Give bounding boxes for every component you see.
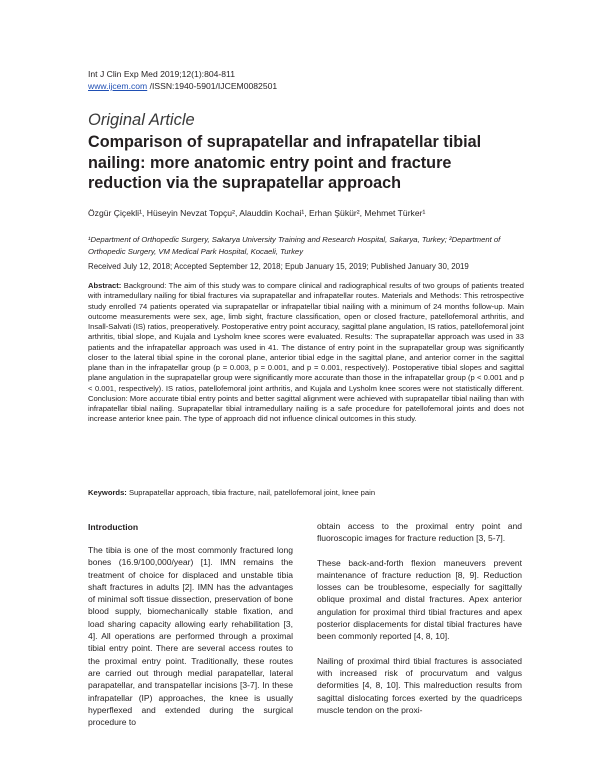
publication-dates: Received July 12, 2018; Accepted September 12, 2018; Epub January 15, 2019; Published January 30, 2019 <box>88 262 469 271</box>
introduction-heading: Introduction <box>88 522 139 532</box>
abstract-text: Background: The aim of this study was to compare clinical and radiographical results of two groups of patients treated with intramedullary nailing for tibial fractures via suprapatellar and infrapatellar routes. Materials and Methods: This retrospective study enrolled 74 patients operated via suprapatellar or infrapatellar tibial nailing with a minimum of 24 months follow-up. Main outcome measurements were sex, age, limb sight, fracture classification, open or closed fracture, patellofemoral arthritis, and Insall-Salvati (IS) ratios, preoperatively. Postoperative entry point accuracy, sagittal plane angulation, IS ratios, patellofemoral joint arthritis, tibial slope, and Kujala and Lysholm knee scores were evaluated. Results: The suprapatellar approach was used in 33 patients and the infrapatellar approach was used in 41. The distance of entry point in the suprapatellar group was significantly closer to the lateral tibial spine in the coronal plane, anterior tibial edge in the sagittal plane, and anterior corner in the sagittal plane than in the infrapatellar group (p = 0.003, p = 0.001, and p = 0.001, respectively). Postoperative tibial slopes and sagittal plane angulation in the suprapatellar group were significantly more accurate than those in the infrapatellar group (p < 0.001 and p < 0.001, respectively). IS ratios, patellofemoral joint arthritis, and Kujala and Lysholm knee scores were not statistically different. Conclusion: More accurate tibial entry points and better sagittal alignment were achieved with suprapatellar tibial nailing than with infrapatellar tibial nailing. Suprapatellar tibial intramedullary nailing is a safe procedure for patellofemoral joints and does not increase anterior knee pain. The type of approach did not influence clinical outcomes in this study. <box>88 281 524 424</box>
author-list: Özgür Çiçekli¹, Hüseyin Nevzat Topçu², Alauddin Kochai¹, Erhan Şükür², Mehmet Türker¹ <box>88 208 426 218</box>
body-column-left <box>88 544 293 728</box>
abstract-label: Abstract: <box>88 281 124 290</box>
body-column-right <box>317 520 522 716</box>
journal-citation: Int J Clin Exp Med 2019;12(1):804-811 <box>88 69 235 79</box>
affiliations: ¹Department of Orthopedic Surgery, Sakarya University Training and Research Hospital, Sakarya, Turkey; ²Department of Orthopedic Surgery, VM Medical Park Hospital, Kocaeli, Turkey <box>88 235 501 256</box>
journal-header <box>88 68 277 92</box>
keywords-label: Keywords: <box>88 488 129 497</box>
keywords-text: Suprapatellar approach, tibia fracture, nail, patellofemoral joint, knee pain <box>128 488 376 497</box>
abstract <box>88 281 524 425</box>
article-title: Comparison of suprapatellar and infrapatellar tibial nailing: more anatomic entry point and fracture reduction via the suprapatellar approach <box>88 133 482 192</box>
keywords <box>88 488 524 497</box>
article-type: Original Article <box>88 111 195 129</box>
journal-link[interactable]: www.ijcem.com <box>88 81 148 91</box>
paragraph: obtain access to the proximal entry point and fluoroscopic images for fracture reduction [3, 5-7]. <box>317 521 522 544</box>
paragraph: These back-and-forth flexion maneuvers prevent maintenance of fracture reduction [8, 9]. Reduction losses can be troublesome, especially for sagittally oblique proximal and distal fractures. Apex anterior angulation for proximal third tibial fractures and apex posterior displacements for distal tibial fractures have been commonly reported [4, 8, 10]. <box>317 557 522 642</box>
paragraph: Nailing of proximal third tibial fractures is associated with increased risk of procurvatum and valgus deformities [4, 8, 10]. This malreduction results from sagittal dislocating forces exerted by the quadriceps muscle tendon on the proxi- <box>317 655 522 715</box>
journal-issn: /ISSN:1940-5901/IJCEM0082501 <box>147 81 278 91</box>
journal-link-line <box>88 80 277 92</box>
paragraph: The tibia is one of the most commonly fractured long bones (16.9/100,000/year) [1]. IMN remains the treatment of choice for displaced and unstable tibia shaft fractures in adults [2]. IMN has the advantages of minimal soft tissue dissection, preservation of bone blood supply, biomechanically stable fixation, and load sharing capacity allowing early rehabilitation [3, 4]. All operations are performed through a proximal tibial entry point. There are several access routes to the proximal entry point. Traditionally, these routes are carried out through medial parapatellar, lateral parapatellar, and transpatellar incisions [3-7]. In these infrapatellar (IP) approaches, the knee is usually hyperflexed and extended during the surgical procedure to <box>88 545 293 728</box>
